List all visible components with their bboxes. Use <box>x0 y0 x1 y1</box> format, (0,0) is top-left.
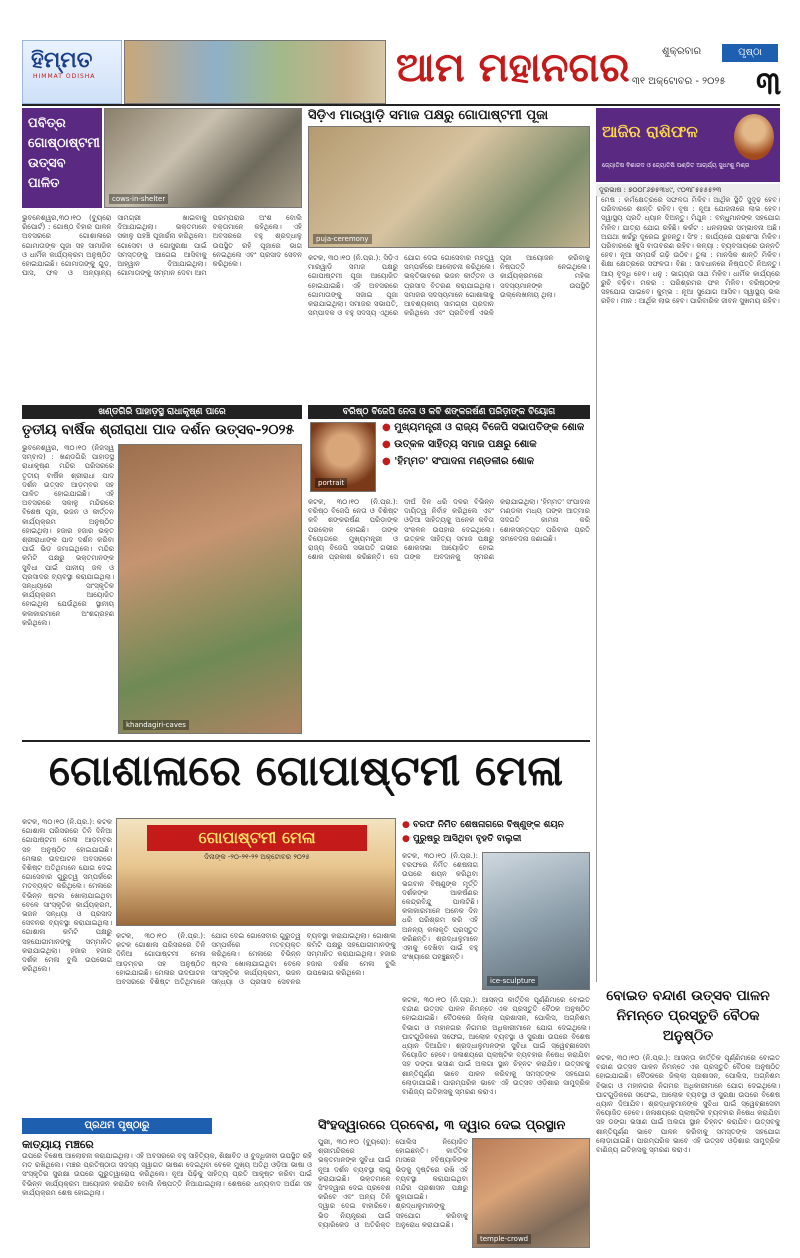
continuation-banner <box>22 1118 212 1134</box>
bottom-left-body: ଉପରେ ବିଶେଷ ଆଲୋଚନା କରାଯାଇଥିଲା। ଏହି ଅବସରରେ ବହୁ ସାହିତ୍ୟିକ, ଶିକ୍ଷାବିତ ଓ ବୁଦ୍ଧିଜୀବୀ ଉପସ୍ଥିତ ରହି ମତ ରଖିଥିଲେ। ମଞ୍ଚର ପ୍ରତିଷ୍ଠାତା ସଦସ୍ୟ ସ୍ୱାଗତ ଭାଷଣ ଦେଇଥିବା ବେଳେ ମୁଖ୍ୟ ଅତିଥି ଓଡ଼ିଆ ଭାଷା ଓ ସଂସ୍କୃତିର ସୁରକ୍ଷା ଉପରେ ଗୁରୁତ୍ୱାରୋପ କରିଥିଲେ। ନୂଆ ପିଢ଼ିକୁ ସାହିତ୍ୟ ପ୍ରତି ଆକୃଷ୍ଟ କରିବା ପାଇଁ ବିଭିନ୍ନ କାର୍ଯ୍ୟକ୍ରମ ଆୟୋଜନ କରାଯିବ ବୋଲି ନିଷ୍ପତ୍ତି ନିଆଯାଇଥିଲା। ଶେଷରେ ଧନ୍ୟବାଦ ଅର୍ପଣ ସହ କାର୍ଯ୍ୟକ୍ରମ ଶେଷ ହୋଇଥିଲା। <box>22 1152 312 1197</box>
astrologer-avatar <box>734 114 774 160</box>
obit-banner <box>308 405 590 419</box>
horoscope-body: ମେଷ : କର୍ମକ୍ଷେତ୍ରରେ ସଫଳତା ମିଳିବ। ଆର୍ଥିକ ସ୍ଥିତି ସୁଦୃଢ଼ ହେବ। ପରିବାରରେ ଶାନ୍ତି ରହିବ। ବୃଷ : ନୂଆ ଯୋଜନାରେ ଲାଭ ହେବ। ସ୍ୱାସ୍ଥ୍ୟ ପ୍ରତି ଧ୍ୟାନ ଦିଅନ୍ତୁ। ମିଥୁନ : ବନ୍ଧୁମାନଙ୍କ ସହଯୋଗ ମିଳିବ। ଯାତ୍ରା ଯୋଗ ରହିଛି। କର୍କଟ : ଧନଲାଭର ସମ୍ଭାବନା ଅଛି। ଅଯଥା ଖର୍ଚ୍ଚରୁ ଦୂରେଇ ରୁହନ୍ତୁ। ସିଂହ : କାର୍ଯ୍ୟରେ ପ୍ରଶଂସା ମିଳିବ। ପରିବାରରେ ଖୁସି ବାତାବରଣ ରହିବ। କନ୍ୟା : ବ୍ୟବସାୟରେ ଉନ୍ନତି ହେବ। ନୂଆ ସମ୍ପର୍କ ଗଢ଼ି ଉଠିବ। ତୁଳା : ମାନସିକ ଶାନ୍ତି ମିଳିବ। ଶିକ୍ଷା କ୍ଷେତ୍ରରେ ସଫଳତା। ବିଛା : ସାବଧାନରେ ନିଷ୍ପତ୍ତି ନିଅନ୍ତୁ। ଆୟ ବୃଦ୍ଧି ହେବ। ଧନୁ : ଭାଗ୍ୟର ସାଥ ମିଳିବ। ଧାର୍ମିକ କାର୍ଯ୍ୟରେ ରୁଚି ବଢ଼ିବ। ମକର : ପରିଶ୍ରମର ଫଳ ମିଳିବ। ବରିଷ୍ଠଙ୍କ ସହଯୋଗ ପାଇବେ। କୁମ୍ଭ : ନୂଆ ସୁଯୋଗ ଆସିବ। ସ୍ୱାସ୍ଥ୍ୟ ଭଲ ରହିବ। ମୀନ : ଆର୍ଥିକ ଲାଭ ହେବ। ପାରିବାରିକ ଜୀବନ ସୁଖମୟ ରହିବ। <box>596 196 780 982</box>
boita-body: କଟକ, ୩୦।୧୦ (ନି.ପ୍ର.): ଆସନ୍ତା କାର୍ତ୍ତିକ ପୂର୍ଣ୍ଣିମାରେ ବୋଇତ ବନ୍ଦାଣ ଉତ୍ସବ ପାଳନ ନିମନ୍ତେ ଏକ ପ୍ରସ୍ତୁତି ବୈଠକ ଅନୁଷ୍ଠିତ ହୋଇଯାଇଛି। ବୈଠକରେ ଜିଲ୍ଲା ପ୍ରଶାସନ, ପୋଲିସ, ଅଗ୍ନିଶମ ବିଭାଗ ଓ ମହାନଗର ନିଗମର ଅଧିକାରୀମାନେ ଯୋଗ ଦେଇଥିଲେ। ଘାଟଗୁଡ଼ିକରେ ସଫେଇ, ଆଲୋକ ବ୍ୟବସ୍ଥା ଓ ସୁରକ୍ଷା ଉପରେ ବିଶେଷ ଧ୍ୟାନ ଦିଆଯିବ। ଶ୍ରଦ୍ଧାଳୁମାନଙ୍କ ସୁବିଧା ପାଇଁ ସ୍ୱେଚ୍ଛାସେବୀ ନିୟୋଜିତ ହେବେ। ଜଳାଶୟରେ ପ୍ଲାଷ୍ଟିକ ବ୍ୟବହାର ନିଷେଧ କରାଯିବା ସହ ଡଙ୍ଗା ଭସାଣ ପାଇଁ ଅଲଗା ସ୍ଥାନ ଚିହ୍ନଟ କରାଯିବ। ଉତ୍ସବକୁ ଶାନ୍ତିପୂର୍ଣ୍ଣ ଭାବେ ପାଳନ କରିବାକୁ ସମସ୍ତଙ୍କ ସହଯୋଗ ଲୋଡ଼ାଯାଇଛି। ପାରମ୍ପରିକ ଭାବେ ଏହି ଉତ୍ସବ ଓଡ଼ିଶାର ସାମୁଦ୍ରିକ ବାଣିଜ୍ୟ ଇତିହାସକୁ ସ୍ମରଣ କରାଏ। <box>402 996 590 1097</box>
page-label <box>722 44 778 62</box>
vishnu-bullet-1-text: ବରଫ ନିର୍ମିତ ଶେଷନାଗରେ ବିଷ୍ଣୁଙ୍କ ଶୟନ <box>413 820 564 830</box>
page-number: ୩ <box>756 64 782 102</box>
horoscope-phone: ଦୂରଭାଷ : ୭୦୦୮୬୭୫୩୪୯, ୯୦୩୮୫୫୫୫୨୩ <box>596 184 780 197</box>
boita-body-cont: କଟକ, ୩୦।୧୦ (ନି.ପ୍ର.): ଆସନ୍ତା କାର୍ତ୍ତିକ ପୂର୍ଣ୍ଣିମାରେ ବୋଇତ ବନ୍ଦାଣ ଉତ୍ସବ ପାଳନ ନିମନ୍ତେ ଏକ ପ୍ରସ୍ତୁତି ବୈଠକ ଅନୁଷ୍ଠିତ ହୋଇଯାଇଛି। ବୈଠକରେ ଜିଲ୍ଲା ପ୍ରଶାସନ, ପୋଲିସ, ଅଗ୍ନିଶମ ବିଭାଗ ଓ ମହାନଗର ନିଗମର ଅଧିକାରୀମାନେ ଯୋଗ ଦେଇଥିଲେ। ଘାଟଗୁଡ଼ିକରେ ସଫେଇ, ଆଲୋକ ବ୍ୟବସ୍ଥା ଓ ସୁରକ୍ଷା ଉପରେ ବିଶେଷ ଧ୍ୟାନ ଦିଆଯିବ। ଶ୍ରଦ୍ଧାଳୁମାନଙ୍କ ସୁବିଧା ପାଇଁ ସ୍ୱେଚ୍ଛାସେବୀ ନିୟୋଜିତ ହେବେ। ଜଳାଶୟରେ ପ୍ଲାଷ୍ଟିକ ବ୍ୟବହାର ନିଷେଧ କରାଯିବା ସହ ଡଙ୍ଗା ଭସାଣ ପାଇଁ ଅଲଗା ସ୍ଥାନ ଚିହ୍ନଟ କରାଯିବ। ଉତ୍ସବକୁ ଶାନ୍ତିପୂର୍ଣ୍ଣ ଭାବେ ପାଳନ କରିବାକୁ ସମସ୍ତଙ୍କ ସହଯୋଗ ଲୋଡ଼ାଯାଇଛି। ପାରମ୍ପରିକ ଭାବେ ଏହି ଉତ୍ସବ ଓଡ଼ିଶାର ସାମୁଦ୍ରିକ ବାଣିଜ୍ୟ ଇତିହାସକୁ ସ୍ମରଣ କରାଏ। <box>596 1054 780 1155</box>
obit-bullet-1: ● ମୁଖ୍ୟମନ୍ତ୍ରୀ ଓ ରାଜ୍ୟ ବିଜେପି ସଭାପତିଙ୍କ ଶୋକ <box>382 422 585 433</box>
mela-top-rule <box>22 740 590 742</box>
vishnu-bullet-1: ● ବରଫ ନିର୍ମିତ ଶେଷନାଗରେ ବିଷ୍ଣୁଙ୍କ ଶୟନ <box>402 820 564 830</box>
story-cow-headline-box <box>22 108 102 208</box>
mela-stage-banner-text: ଗୋପାଷ୍ଟମୀ ମେଳା <box>198 828 316 847</box>
horoscope-header <box>596 108 780 182</box>
logo <box>22 40 122 104</box>
bottom-right-body: ପୁରୀ, ୩୦।୧୦ (ବ୍ୟୁରୋ): ଶ୍ରୀମନ୍ଦିରରେ ଭକ୍ତମାନଙ୍କ ସୁବିଧା ପାଇଁ ନୂଆ ଦର୍ଶନ ବ୍ୟବସ୍ଥା ଲାଗୁ କରାଯାଇଛି। ଭକ୍ତମାନେ ସିଂହଦ୍ୱାର ଦେଇ ପ୍ରବେଶ କରିବେ ଏବଂ ଅନ୍ୟ ତିନି ଦ୍ୱାର ଦେଇ ବାହାରିବେ। ଭିଡ଼ ନିୟନ୍ତ୍ରଣ ପାଇଁ ବ୍ୟାରିକେଡ ଓ ଅତିରିକ୍ତ ପୋଲିସ ନିୟୋଜିତ ହୋଇଛନ୍ତି। କାର୍ତ୍ତିକ ମାସରେ ହବିଷ୍ୟାଳିଙ୍କ ଭିଡ଼କୁ ଦୃଷ୍ଟିରେ ରଖି ଏହି ବ୍ୟବସ୍ଥା କରାଯାଇଥିବା ମନ୍ଦିର ପ୍ରଶାସନ ପକ୍ଷରୁ କୁହାଯାଇଛି। ଶ୍ରଦ୍ଧାଳୁମାନଙ୍କୁ ସହଯୋଗ କରିବାକୁ ଅନୁରୋଧ କରାଯାଇଛି। <box>318 1138 468 1229</box>
logo-subtext: HIMMAT ODISHA <box>33 73 96 80</box>
vishnu-bullet-2-text: ପୁରୁଷରୁ ଆସିଥିବା ବୃହତି ବାଲୁକୀ <box>413 834 522 844</box>
story-radha-photo-label: khandagiri-caves <box>123 720 189 730</box>
vishnu-photo <box>482 852 590 990</box>
masthead <box>22 40 780 104</box>
page-label-text: ପୃଷ୍ଠା <box>738 47 762 58</box>
story-marwari-headline: ସିଡ଼ିଏ ମାରୱାଡ଼ି ସମାଜ ପକ୍ଷରୁ ଗୋପାଷ୍ଟମୀ ପୂଜା <box>308 108 549 123</box>
bottom-right-photo-label: temple-crowd <box>477 1234 531 1244</box>
obit-bullet-2-text: ଉତ୍କଳ ସାହିତ୍ୟ ସମାଜ ପକ୍ଷରୁ ଶୋକ <box>394 439 537 450</box>
mela-headline: ଗୋଶାଳାରେ ଗୋପାଷ୍ଟମୀ ମେଳା <box>48 746 564 795</box>
obit-bullet-3: ● 'ହିମ୍ମତ' ସଂପାଦନା ମଣ୍ଡଳୀର ଶୋକ <box>382 456 535 467</box>
obit-bullet-2: ● ଉତ୍କଳ ସାହିତ୍ୟ ସମାଜ ପକ୍ଷରୁ ଶୋକ <box>382 439 537 450</box>
story-radha-body: ଭୁବନେଶ୍ୱର, ୩୦।୧୦ (ନିଜସ୍ୱ ସମ୍ବାଦ) : ଖଣ୍ଡଗିରି ପାହାଡ଼ସ୍ଥ ରାଧାକୃଷ୍ଣ ମନ୍ଦିର ପରିସରରେ ତୃତୀୟ ବାର୍ଷିକ ଶ୍ରୀରାଧା ପାଦ ଦର୍ଶନ ଉତ୍ସବ ଆଡ଼ମ୍ବର ସହ ପାଳିତ ହୋଇଯାଇଛି। ଏହି ଅବସରରେ ସକାଳୁ ମନ୍ଦିରରେ ବିଶେଷ ପୂଜା, ଭଜନ ଓ କୀର୍ତ୍ତନ କାର୍ଯ୍ୟକ୍ରମ ଅନୁଷ୍ଠିତ ହୋଇଥିଲା। ହଜାର ହଜାର ଭକ୍ତ ଶ୍ରୀରାଧାଙ୍କ ପାଦ ଦର୍ଶନ କରିବା ପାଇଁ ଭିଡ଼ ଜମାଇଥିଲେ। ମନ୍ଦିର କମିଟି ପକ୍ଷରୁ ଭକ୍ତମାନଙ୍କ ସୁବିଧା ପାଇଁ ପାନୀୟ ଜଳ ଓ ପ୍ରସାଦର ବ୍ୟବସ୍ଥା କରାଯାଇଥିଲା। ସନ୍ଧ୍ୟାରେ ସାଂସ୍କୃତିକ କାର୍ଯ୍ୟକ୍ରମ ଆୟୋଜିତ ହୋଇଥିଲା ଯେଉଁଥିରେ ସ୍ଥାନୀୟ କଳାକାରମାନେ ଅଂଶଗ୍ରହଣ କରିଥିଲେ। <box>22 444 114 627</box>
story-cow-headline: ପବିତ୍ର ଗୋଷ୍ଠାଷ୍ଟମୀ ଉତ୍ସବ ପାଳିତ <box>28 116 100 191</box>
vishnu-bullet-2: ● ପୁରୁଷରୁ ଆସିଥିବା ବୃହତି ବାଲୁକୀ <box>402 834 522 844</box>
horoscope-title: ଆଜିର ରାଶିଫଳ <box>602 122 698 141</box>
khandagiri-banner <box>22 405 302 419</box>
mela-stage-photo <box>116 818 396 926</box>
obit-bullets <box>382 422 590 467</box>
story-cow-photo <box>104 108 302 208</box>
bottom-left-head: କାତ୍ୟାୟ ମଞ୍ଚରେ <box>22 1138 94 1151</box>
story-radha-headline: ତୃତୀୟ ବାର୍ଷିକ ଶ୍ରୀରାଧା ପାଦ ଦର୍ଶନ ଉତ୍ସବ-୨୦୨୫ <box>22 422 295 438</box>
obit-portrait-label: portrait <box>315 478 347 488</box>
obit-bullet-3-text: 'ହିମ୍ମତ' ସଂପାଦନା ମଣ୍ଡଳୀର ଶୋକ <box>394 456 535 467</box>
bottom-right-photo <box>472 1138 590 1248</box>
date-label: ୩୧ ଅକ୍ଟୋବର - ୨୦୨୫ <box>632 76 726 87</box>
story-marwari-photo <box>308 126 590 248</box>
edition-title: ଆମ ମହାନଗର <box>396 44 630 91</box>
story-radha-photo <box>118 444 302 734</box>
day-label: ଶୁକ୍ରବାର <box>662 46 702 57</box>
mela-stage-subtitle: ଦିନାଙ୍କ -୨୦-୨୧-୨୨ ଅକ୍ଟୋବର ୨୦୨୫ <box>204 853 310 861</box>
obit-body: କଟକ, ୩୦।୧୦ (ନି.ପ୍ର.): ବରିଷ୍ଠ ବିଜେପି ନେତା ଓ ବିଶିଷ୍ଟ କବି ଶଙ୍କରର୍ଷଣ ପରିଡ଼ାଙ୍କ ପରଲୋକ ହୋଇଛି। ତାଙ୍କ ବିୟୋଗରେ ମୁଖ୍ୟମନ୍ତ୍ରୀ ଓ ରାଜ୍ୟ ବିଜେପି ସଭାପତି ଗଭୀର ଶୋକ ପ୍ରକାଶ କରିଛନ୍ତି। ସେ ଦୀର୍ଘ ଦିନ ଧରି ଦଳର ବିଭିନ୍ନ ଦାୟିତ୍ୱ ନିର୍ବାହ କରିଥିଲେ ଏବଂ ଓଡ଼ିଆ ସାହିତ୍ୟକୁ ଅନେକ କବିତା ସଂକଳନ ଉପହାର ଦେଇଥିଲେ। ଉତ୍କଳ ସାହିତ୍ୟ ସମାଜ ପକ୍ଷରୁ ଶୋକସଭା ଆୟୋଜିତ ହୋଇ ତାଙ୍କ ଅବଦାନକୁ ସ୍ମରଣ କରାଯାଇଥିଲା। 'ହିମ୍ମତ' ସଂପାଦନା ମଣ୍ଡଳୀ ମଧ୍ୟ ତାଙ୍କ ଆତ୍ମାର ସଦଗତି କାମନା କରି ଶୋକସନ୍ତପ୍ତ ପରିବାର ପ୍ରତି ସମବେଦନା ଜଣାଇଛି। <box>308 498 590 562</box>
vishnu-bullets <box>402 820 590 844</box>
obit-banner-text: ବରିଷ୍ଠ ବିଜେପି ନେତା ଓ କବି ଶଙ୍କରର୍ଷଣ ପରିଡ଼ାଙ୍କ ବିୟୋଗ <box>342 407 556 417</box>
mela-body-left: କଟକ, ୩୦।୧୦ (ନି.ପ୍ର.): କଟକ ଗୋଶାଳା ପରିସରରେ ତିନି ଦିନିଆ ଗୋପାଷ୍ଟମୀ ମେଳା ଆଡ଼ମ୍ବର ସହ ଅନୁଷ୍ଠିତ ହୋଇଯାଇଛି। ମେଳାର ଉଦଘାଟନ ଅବସରରେ ବିଶିଷ୍ଟ ଅତିଥିମାନେ ଯୋଗ ଦେଇ ଗୋସେବାର ଗୁରୁତ୍ୱ ସମ୍ପର୍କରେ ମତବ୍ୟକ୍ତ କରିଥିଲେ। ମେଳାରେ ବିଭିନ୍ନ ଷ୍ଟଲ ଖୋଲାଯାଇଥିବା ବେଳେ ସାଂସ୍କୃତିକ କାର୍ଯ୍ୟକ୍ରମ, ଭଜନ ସନ୍ଧ୍ୟା ଓ ପ୍ରସାଦ ସେବନର ବ୍ୟବସ୍ଥା କରାଯାଇଥିଲା। ଗୋଶାଳା କମିଟି ପକ୍ଷରୁ ସହଯୋଗୀମାନଙ୍କୁ ସମ୍ମାନିତ କରାଯାଇଥିଲା। ହଜାର ହଜାର ଦର୍ଶକ ମେଳା ବୁଲି ଉପଭୋଗ କରିଥିଲେ। <box>22 818 112 974</box>
astrologer-caption: ଜ୍ୟୋତିଷ ବିଶାରଦ ଓ ଜ୍ୟୋତିଷି ପଣ୍ଡିତ ଆଚାର୍ଯ୍ୟ ସୁଧାଂଶୁ ମିଶ୍ର <box>602 162 750 169</box>
story-marwari-body: କଟକ, ୩୦।୧୦ (ନି.ପ୍ର.): ସିଡ଼ିଏ ମାରୱାଡ଼ି ସମାଜ ପକ୍ଷରୁ ଗୋପାଷ୍ଟମୀ ପୂଜା ଆୟୋଜିତ ହୋଇଯାଇଛି। ଏହି ଅବସରରେ ଗୋମାତାଙ୍କୁ ସଜାଇ ପୂଜା କରାଯାଇଥିଲା। ସମାଜର ସଭାପତି, ସମ୍ପାଦକ ଓ ବହୁ ସଦସ୍ୟ ଏଥିରେ ଯୋଗ ଦେଇ ଗୋସେବାର ମହତ୍ତ୍ୱ ସମ୍ପର୍କରେ ଆଲୋଚନା କରିଥିଲେ। ଭକ୍ତିଭାବରେ ଭଜନ କୀର୍ତ୍ତନ ଓ ପ୍ରସାଦ ବିତରଣ କରାଯାଇଥିଲା। ସମାଜର ସଦସ୍ୟମାନେ ଗୋଶାଳାକୁ ଆବଶ୍ୟକୀୟ ସାମଗ୍ରୀ ପ୍ରଦାନ କରିଥିଲେ ଏବଂ ପ୍ରତିବର୍ଷ ଏଭଳି ପୂଜା ଆୟୋଜନ କରିବାକୁ ନିଷ୍ପତ୍ତି ନେଇଥିଲେ। କାର୍ଯ୍ୟକ୍ରମରେ ମହିଳା ସଦସ୍ୟମାନଙ୍କ ଉପସ୍ଥିତି ଉଲ୍ଲେଖନୀୟ ଥିଲା। <box>308 254 590 318</box>
mela-stage-banner <box>147 825 367 851</box>
bottom-right-head: ସିଂହଦ୍ୱାରରେ ପ୍ରବେଶ, ୩ ଦ୍ୱାର ଦେଇ ପ୍ରସ୍ଥାନ <box>318 1118 566 1133</box>
story-cow-photo-label: cows-in-shelter <box>109 194 168 204</box>
logo-text: ହିମ୍ମତ <box>31 47 93 73</box>
continuation-banner-text: ପ୍ରଥମ ପୃଷ୍ଠାରୁ <box>84 1120 150 1131</box>
vishnu-photo-label: ice-sculpture <box>487 976 538 986</box>
masthead-collage <box>124 40 386 104</box>
mela-body-right: କଟକ, ୩୦।୧୦ (ନି.ପ୍ର.): କଟକ ଗୋଶାଳା ପରିସରରେ ତିନି ଦିନିଆ ଗୋପାଷ୍ଟମୀ ମେଳା ଆଡ଼ମ୍ବର ସହ ଅନୁଷ୍ଠିତ ହୋଇଯାଇଛି। ମେଳାର ଉଦଘାଟନ ଅବସରରେ ବିଶିଷ୍ଟ ଅତିଥିମାନେ ଯୋଗ ଦେଇ ଗୋସେବାର ଗୁରୁତ୍ୱ ସମ୍ପର୍କରେ ମତବ୍ୟକ୍ତ କରିଥିଲେ। ମେଳାରେ ବିଭିନ୍ନ ଷ୍ଟଲ ଖୋଲାଯାଇଥିବା ବେଳେ ସାଂସ୍କୃତିକ କାର୍ଯ୍ୟକ୍ରମ, ଭଜନ ସନ୍ଧ୍ୟା ଓ ପ୍ରସାଦ ସେବନର ବ୍ୟବସ୍ଥା କରାଯାଇଥିଲା। ଗୋଶାଳା କମିଟି ପକ୍ଷରୁ ସହଯୋଗୀମାନଙ୍କୁ ସମ୍ମାନିତ କରାଯାଇଥିଲା। ହଜାର ହଜାର ଦର୍ଶକ ମେଳା ବୁଲି ଉପଭୋଗ କରିଥିଲେ। <box>116 932 396 987</box>
obit-bullet-1-text: ମୁଖ୍ୟମନ୍ତ୍ରୀ ଓ ରାଜ୍ୟ ବିଜେପି ସଭାପତିଙ୍କ ଶୋକ <box>394 422 585 433</box>
obit-portrait <box>310 422 376 492</box>
story-cow-body: ଭୁବନେଶ୍ୱର,୩୦।୧୦ (ବ୍ୟୁରୋ ରିପୋର୍ଟ) : ଗୋଷ୍ଠ ବିହାର ପାଳନ ଅବସରରେ ଗୋଶାଳାରେ ଗୋମାତାଙ୍କ ପୂଜା ସହ ସାମାଜିକ ଓ ଧାର୍ମିକ କାର୍ଯ୍ୟକ୍ରମ ଅନୁଷ୍ଠିତ ହୋଇଯାଇଛି। ଗୋମାତାଙ୍କୁ ଗୁଡ଼, ଘାସ, ଫଳ ଓ ଅନ୍ୟାନ୍ୟ ସାମଗ୍ରୀ ଖାଇବାକୁ ଦିଆଯାଇଥିଲା। ଭକ୍ତମାନେ ସକାଳୁ ପହଞ୍ଚି ପୂଜାର୍ଚ୍ଚନା କରିଥିଲେ। ଗୋସେବା ଓ ଗୋସୁରକ୍ଷା ପାଇଁ ସମସ୍ତଙ୍କୁ ଆଗେଇ ଆସିବାକୁ ଆହ୍ୱାନ ଦିଆଯାଇଥିଲା। ଗୋମାତାଙ୍କୁ ସମ୍ମାନ ଦେବା ଆମ ପରମ୍ପରାର ଅଂଶ ବୋଲି ବକ୍ତାମାନେ କହିଥିଲେ। ଏହି ଅବସରରେ ବହୁ ଶ୍ରଦ୍ଧାଳୁ ଉପସ୍ଥିତ ରହି ପୂଜାରେ ଭାଗ ନେଇଥିଲେ ଏବଂ ପ୍ରସାଦ ସେବନ କରିଥିଲେ। <box>22 214 302 278</box>
story-marwari-photo-label: puja-ceremony <box>313 234 372 244</box>
vishnu-body: କଟକ, ୩୦।୧୦ (ନି.ପ୍ର.): ବରଫରେ ନିର୍ମିତ ଶେଷନାଗ ଉପରେ ଶୟନ କରିଥିବା ଭଗବାନ ବିଷ୍ଣୁଙ୍କ ମୂର୍ତ୍ତି ଦର୍ଶକଙ୍କ ଆକର୍ଷଣର କେନ୍ଦ୍ରବିନ୍ଦୁ ପାଲଟିଛି। କଳାକାରମାନେ ଅନେକ ଦିନ ଧରି ପରିଶ୍ରମ କରି ଏହି ଅନନ୍ୟ କଳାକୃତି ପ୍ରସ୍ତୁତ କରିଛନ୍ତି। ଶ୍ରଦ୍ଧାଳୁମାନେ ଏହାକୁ ଦେଖିବା ପାଇଁ ବହୁ ସଂଖ୍ୟାରେ ପହଞ୍ଚୁଛନ୍ତି। <box>402 852 478 962</box>
masthead-rule <box>22 104 780 106</box>
khandagiri-banner-text: ଖଣ୍ଡଗିରି ପାହାଡ଼ସ୍ଥ ରାଧାକୃଷ୍ଣ ପାରେ <box>98 407 226 417</box>
boita-headline: ବୋଇତ ବନ୍ଦାଣ ଉତ୍ସବ ପାଳନ ନିମନ୍ତେ ପ୍ରସ୍ତୁତି ବୈଠକ ଅନୁଷ୍ଠିତ <box>606 988 770 1044</box>
